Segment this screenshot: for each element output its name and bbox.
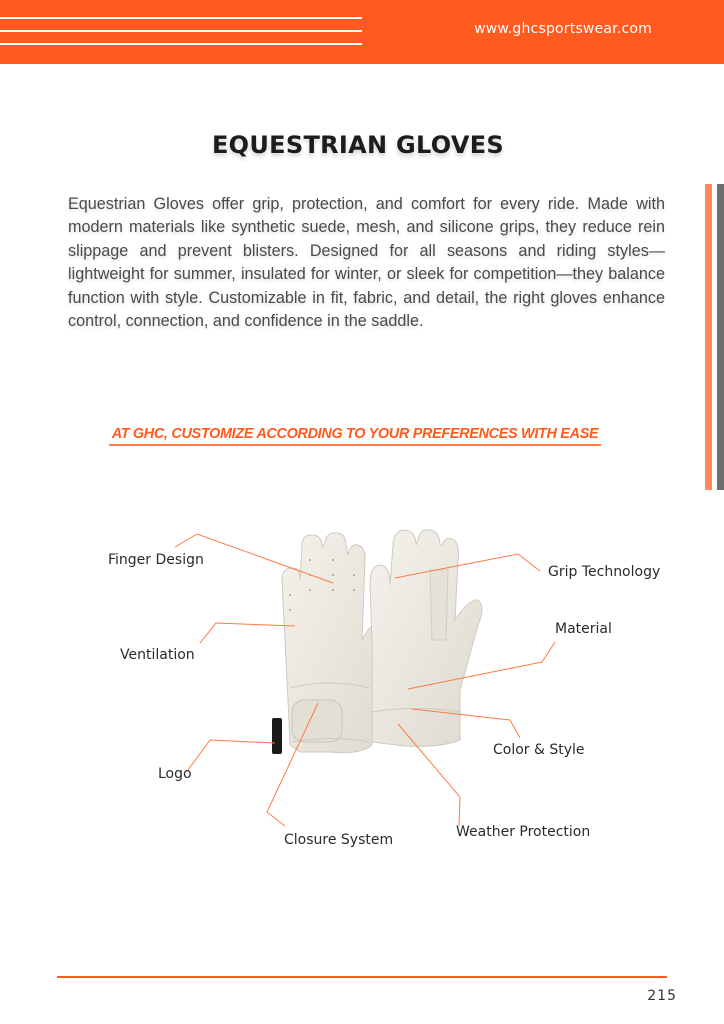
callout-logo: Logo: [158, 766, 192, 782]
callout-weather-protection: Weather Protection: [456, 824, 591, 840]
page-title: EQUESTRIAN GLOVES: [211, 131, 504, 159]
left-glove: [272, 533, 389, 754]
callout-ventilation: Ventilation: [120, 647, 195, 663]
footer-divider: [57, 976, 667, 978]
header-stripe: [0, 43, 362, 45]
website-link[interactable]: www.ghcsportswear.com: [474, 21, 652, 37]
header-stripe: [0, 30, 362, 32]
glove-diagram: [0, 500, 724, 860]
callout-material: Material: [555, 621, 612, 637]
callout-grip-technology: Grip Technology: [548, 564, 661, 580]
intro-paragraph: Equestrian Gloves offer grip, protection, and comfort for every ride. Made with modern materials like synthetic suede, mesh, and silicone grips, they reduce rein slippage and prevent blisters. Designed for all seasons and riding styles—lightweight for summer, insulated for winter, or sleek for competition—they balance function with style. Customizable in fit, fabric, and detail, the right gloves enhance control, connection, and confidence in the saddle.: [68, 195, 665, 331]
side-accent-bar-gray: [717, 184, 724, 490]
customize-tagline: AT GHC, CUSTOMIZE ACCORDING TO YOUR PREFERENCES WITH EASE: [109, 426, 601, 446]
right-glove: [370, 530, 482, 747]
page-number: 215: [647, 988, 677, 1004]
callout-finger-design: Finger Design: [108, 552, 204, 568]
callout-color-style: Color & Style: [493, 742, 585, 758]
side-accent-bar-orange: [705, 184, 712, 490]
page-header: [0, 0, 724, 64]
callout-closure-system: Closure System: [284, 832, 394, 848]
header-stripe: [0, 17, 362, 19]
